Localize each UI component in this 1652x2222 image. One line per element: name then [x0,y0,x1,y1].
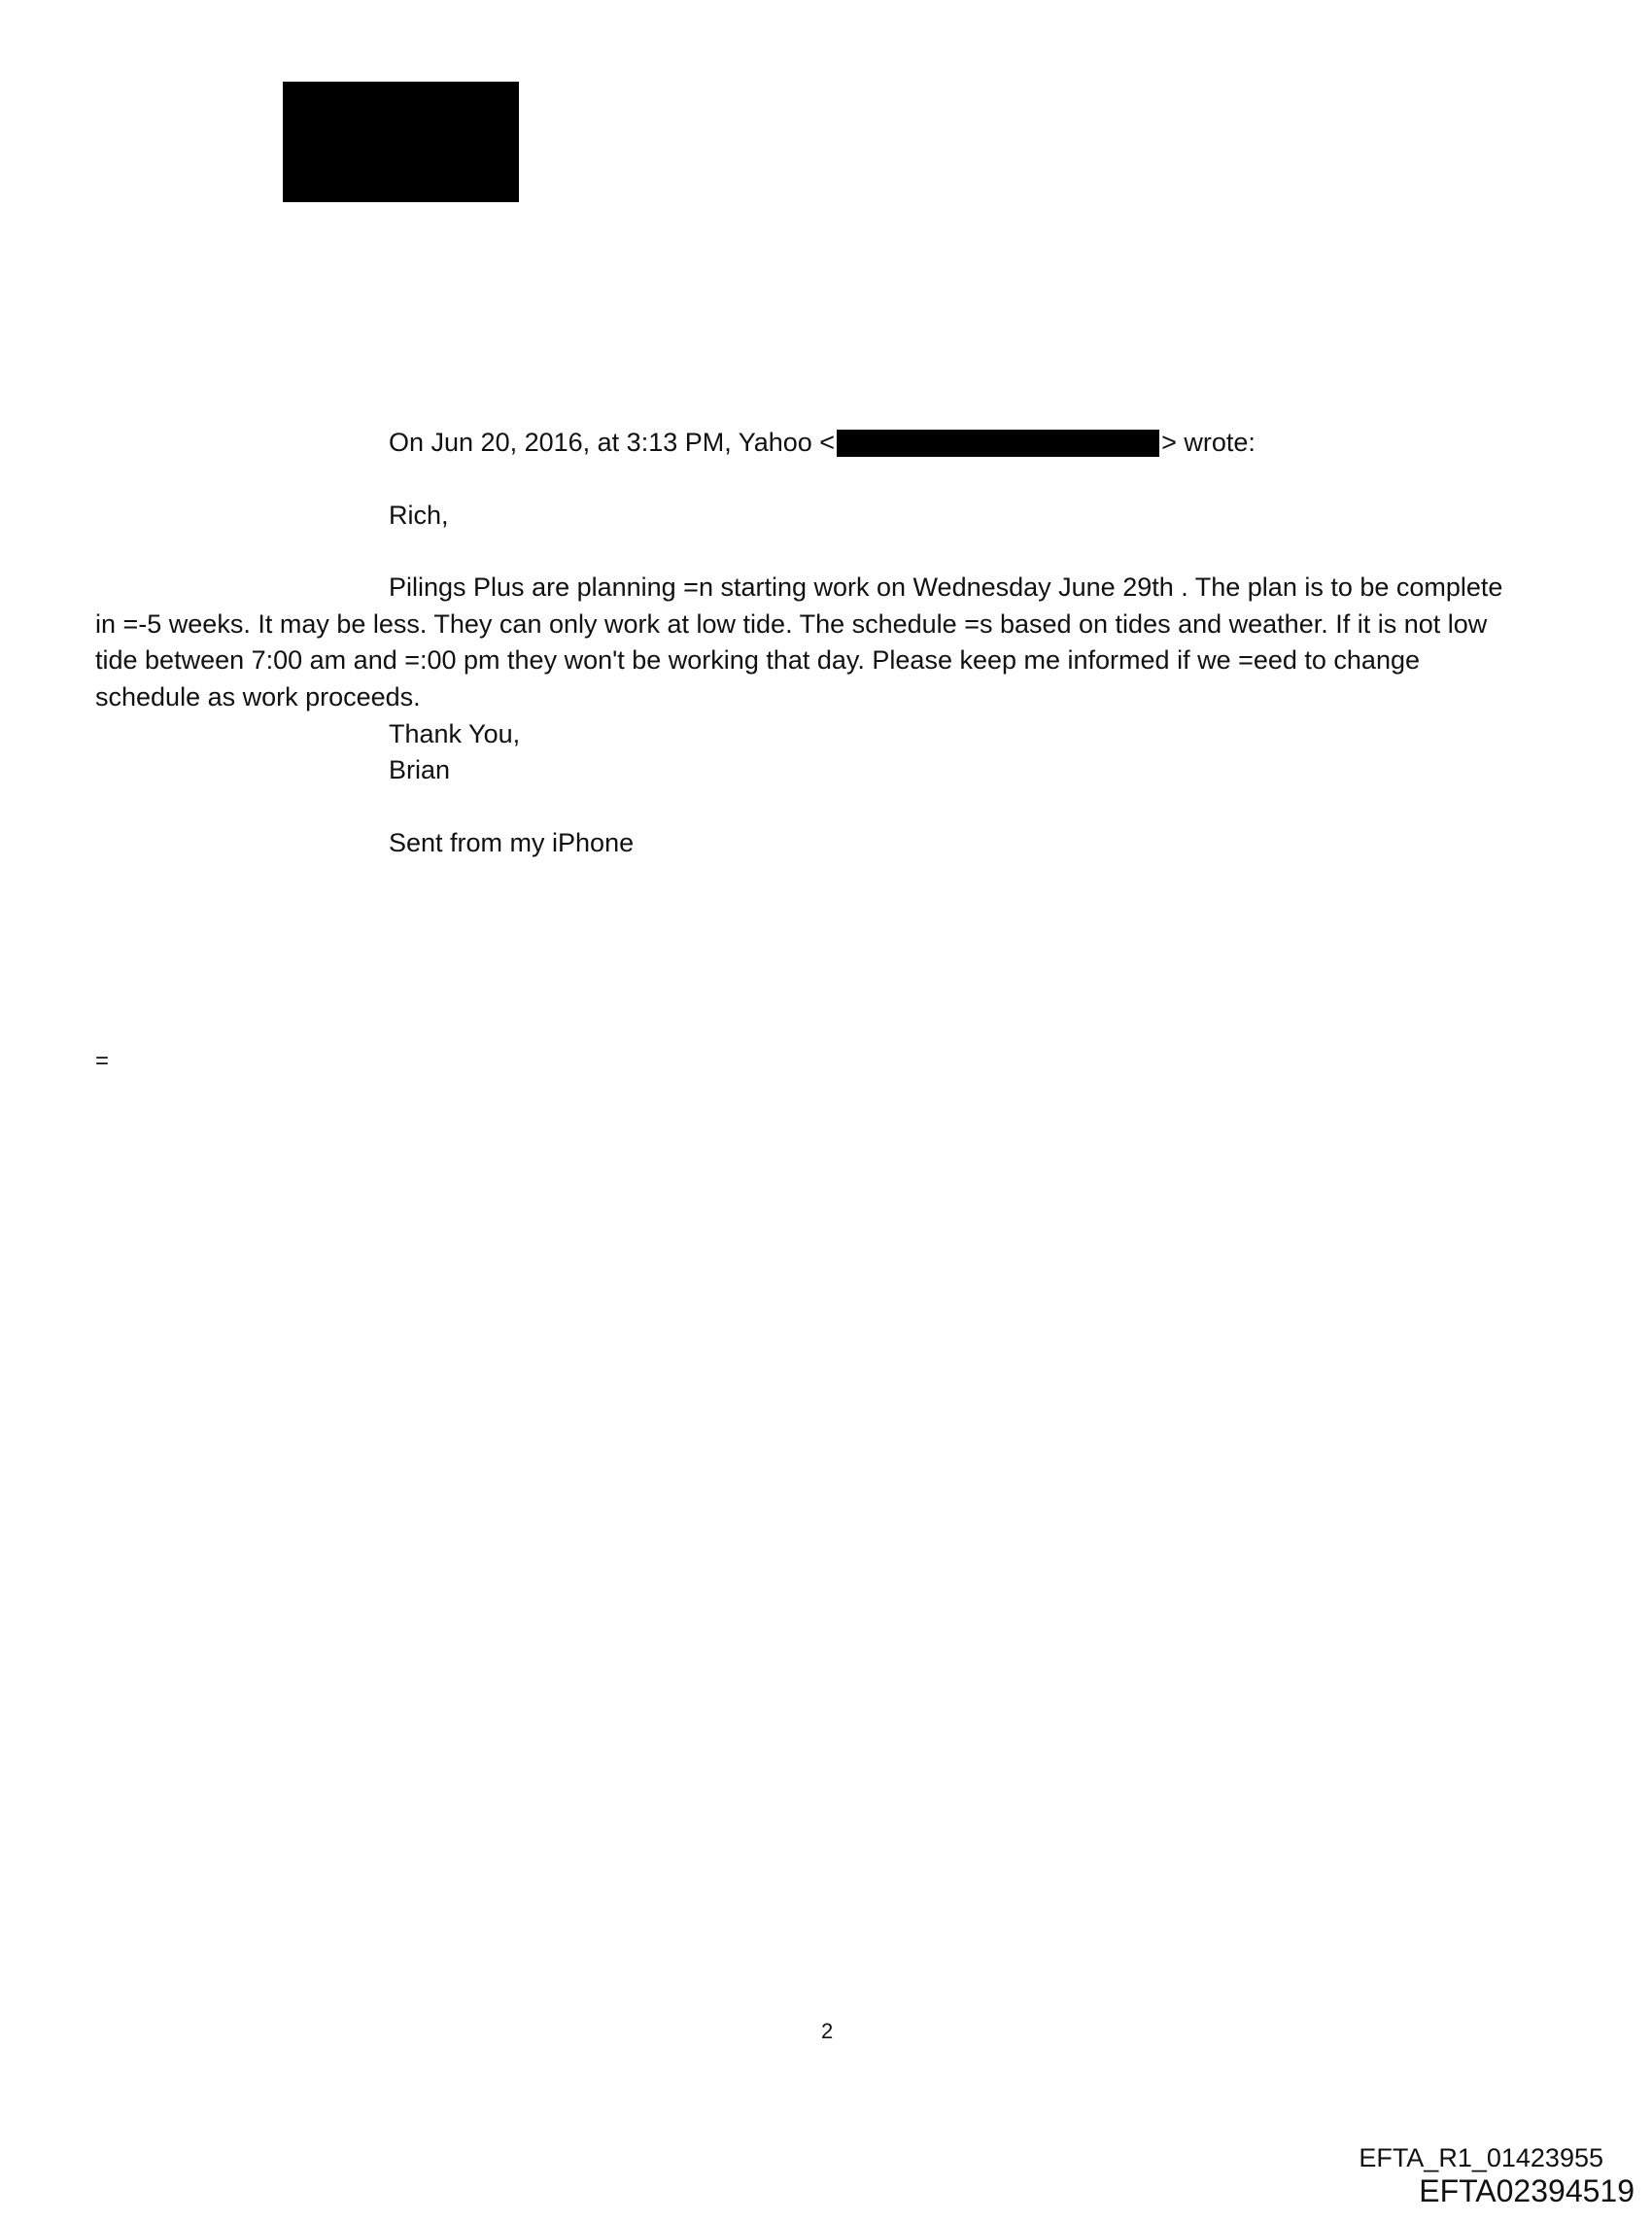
header-prefix: On Jun 20, 2016, at 3:13 PM, Yahoo < [389,428,836,457]
bates-number-secondary: EFTA02394519 [1419,2173,1635,2208]
redaction-block [283,82,519,202]
email-closing: Thank You, [389,719,521,748]
bates-number-primary: EFTA_R1_01423955 [1359,2143,1603,2172]
email-body [95,570,1553,715]
header-suffix: > wrote: [1161,428,1256,457]
body-line: schedule as work proceeds. [95,681,421,712]
body-line: Pilings Plus are planning =n starting work on Wednesday June 29th . The plan is to be complete [389,573,1503,602]
body-line: in =-5 weeks. It may be less. They can only work at low tide. The schedule =s based on tides and weather. If it is not low [95,608,1488,639]
email-greeting: Rich, [389,501,449,530]
body-line: tide between 7:00 am and =:00 pm they won't be working that day. Please keep me informed if we =eed to change [95,645,1420,675]
sent-from-line: Sent from my iPhone [389,828,635,857]
redacted-email-address [837,430,1159,457]
email-quote-header [389,425,1256,461]
stray-character: = [95,1048,110,1074]
email-signature: Brian [389,755,451,784]
page-number: 2 [821,2019,834,2043]
